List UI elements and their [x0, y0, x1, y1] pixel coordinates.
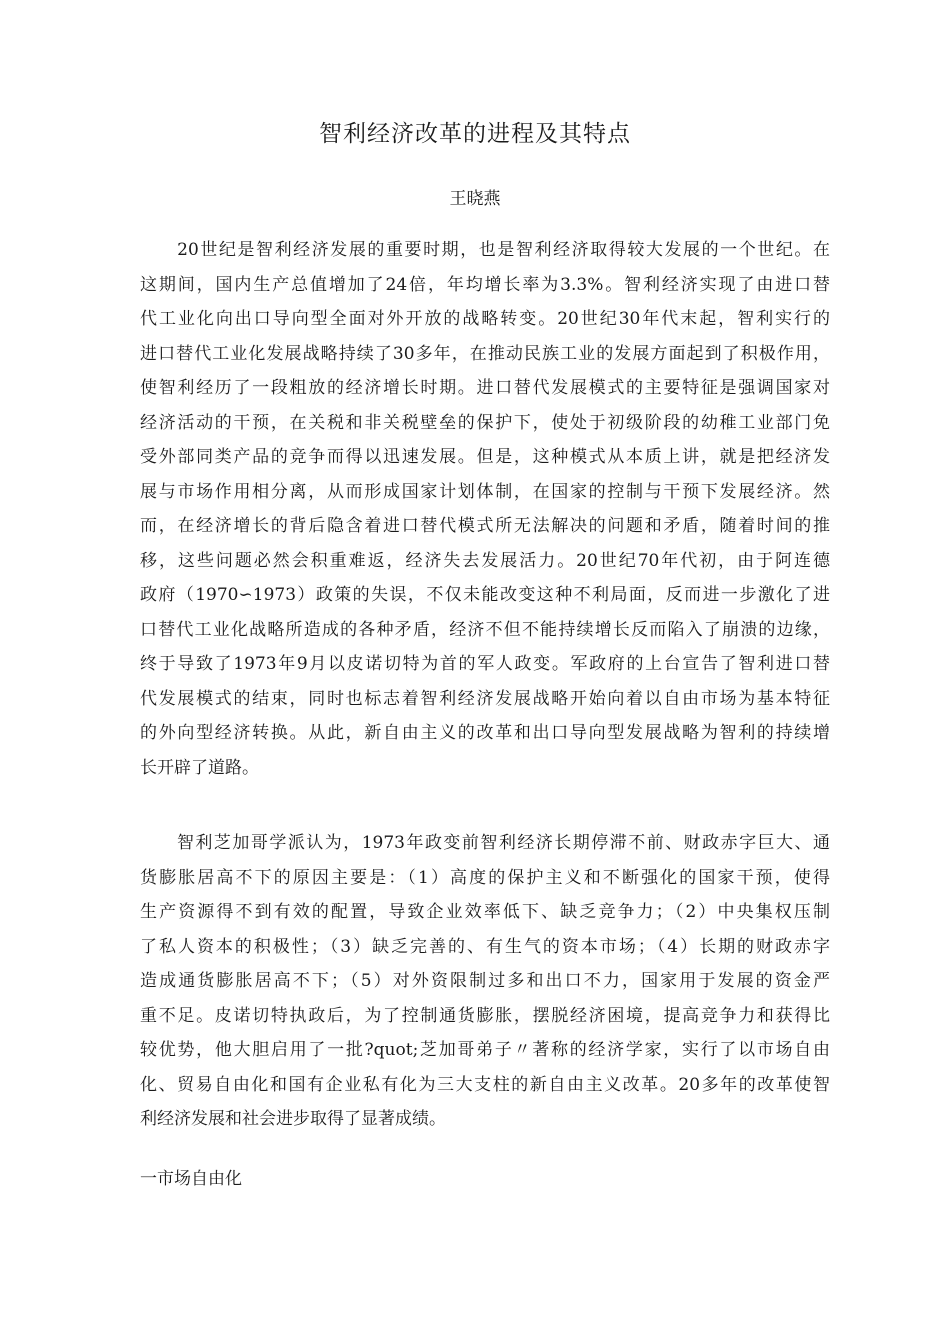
paragraph-2	[140, 826, 830, 1137]
paragraph-line: 受外部同类产品的竞争而得以迅速发展。但是，这种模式从本质上讲，就是把经济发	[140, 447, 830, 467]
paragraph-line: 长开辟了道路。	[140, 757, 259, 778]
paragraph-line: 货膨胀居高不下的原因主要是：（1）高度的保护主义和不断强化的国家干预，使得	[140, 867, 830, 888]
paragraph-line: 代发展模式的结束，同时也标志着智利经济发展战略开始向着以自由市场为基本特征	[140, 688, 830, 709]
paragraph-line: 终于导致了1973年9月以皮诺切特为首的军人政变。军政府的上台宣告了智利进口替	[140, 654, 830, 674]
paragraph-line: 重不足。皮诺切特执政后，为了控制通货膨胀，摆脱经济困境，提高竞争力和获得比	[140, 1005, 830, 1026]
paragraph-line: 的外向型经济转换。从此，新自由主义的改革和出口导向型发展战略为智利的持续增	[140, 723, 830, 743]
paragraph-line: 代工业化向出口导向型全面对外开放的战略转变。20世纪30年代末起，智利实行的	[140, 309, 830, 329]
paragraph-line: 经济活动的干预，在关税和非关税壁垒的保护下，使处于初级阶段的幼稚工业部门免	[140, 412, 830, 433]
paragraph-line: 展与市场作用相分离，从而形成国家计划体制，在国家的控制与干预下发展经济。然	[140, 481, 830, 502]
paragraph-line: 进口替代工业化发展战略持续了30多年，在推动民族工业的发展方面起到了积极作用，	[140, 343, 830, 364]
paragraph-line: 移，这些问题必然会积重难返，经济失去发展活力。20世纪70年代初，由于阿连德	[140, 550, 830, 571]
paragraph-line: 口替代工业化战略所造成的各种矛盾，经济不但不能持续增长反而陷入了崩溃的边缘，	[140, 619, 830, 640]
paragraph-line: 生产资源得不到有效的配置，导致企业效率低下、缺乏竞争力；（2）中央集权压制	[140, 902, 830, 922]
paragraph-line: 造成通货膨胀居高不下；（5）对外资限制过多和出口不力，国家用于发展的资金严	[140, 971, 830, 991]
paragraph-line: 利经济发展和社会进步取得了显著成绩。	[140, 1109, 446, 1129]
document-title: 智利经济改革的进程及其特点	[319, 121, 631, 147]
paragraph-line: 使智利经历了一段粗放的经济增长时期。进口替代发展模式的主要特征是强调国家对	[140, 378, 830, 398]
paragraph-line: 这期间，国内生产总值增加了24倍，年均增长率为3.3%。智利经济实现了由进口替	[140, 274, 830, 295]
paragraph-line: 20世纪是智利经济发展的重要时期，也是智利经济取得较大发展的一个世纪。在	[140, 240, 830, 260]
paragraph-line: 较优势，他大胆启用了一批?quot;芝加哥弟子〃著称的经济学家，实行了以市场自由	[140, 1040, 830, 1060]
paragraph-line: 智利芝加哥学派认为，1973年政变前智利经济长期停滞不前、财政赤字巨大、通	[140, 833, 830, 853]
paragraph-line: 而，在经济增长的背后隐含着进口替代模式所无法解决的问题和矛盾，随着时间的推	[140, 516, 830, 536]
paragraph-line: 政府（1970∽1973）政策的失误，不仅未能改变这种不利局面，反而进一步激化了进	[140, 585, 830, 605]
paragraph-line: 了私人资本的积极性；（3）缺乏完善的、有生气的资本市场；（4）长期的财政赤字	[140, 936, 830, 957]
author-name: 王晓燕	[449, 189, 501, 209]
section-heading: 一市场自由化	[140, 1169, 242, 1189]
paragraph-1	[140, 233, 830, 785]
paragraph-line: 化、贸易自由化和国有企业私有化为三大支柱的新自由主义改革。20多年的改革使智	[140, 1074, 830, 1095]
